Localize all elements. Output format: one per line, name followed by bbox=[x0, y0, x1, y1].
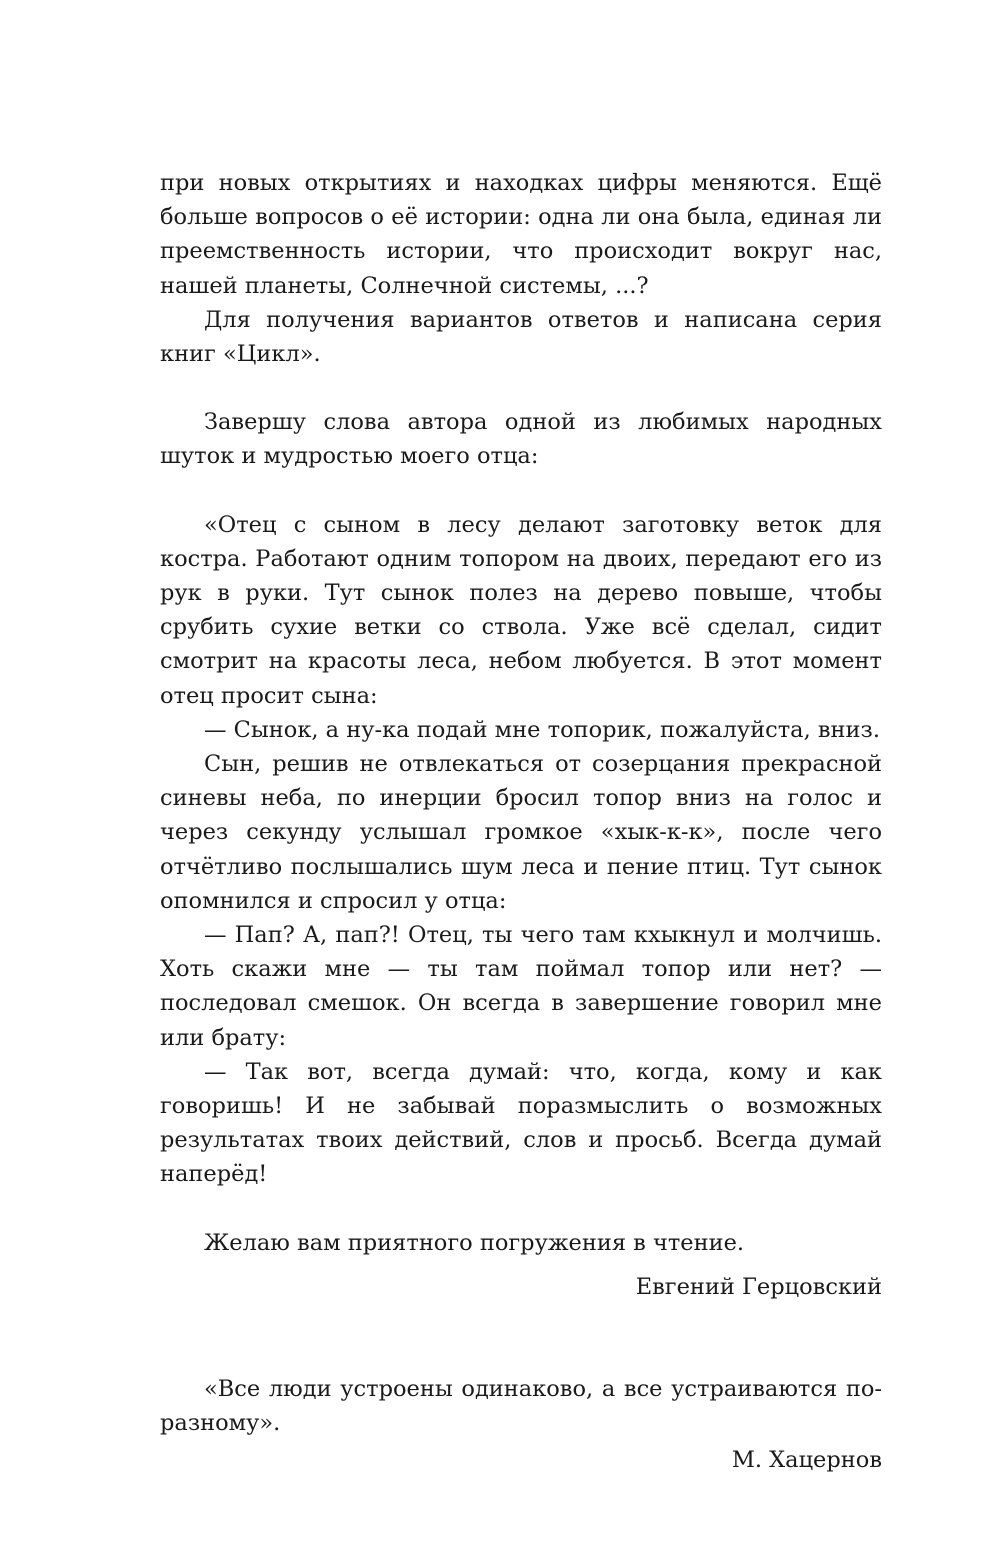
spacer bbox=[160, 371, 882, 405]
paragraph-dialogue: — Пап? А, пап?! Отец, ты чего там кхыкнул и молчишь. Хоть скажи мне — ты там поймал топор или нет? — последовал смешок. Он всегда в завершение говорил мне или брату: bbox=[160, 922, 882, 1051]
spacer bbox=[160, 474, 882, 508]
spacer bbox=[160, 1304, 882, 1372]
paragraph-wish: Желаю вам приятного погружения в чтение. bbox=[204, 1229, 745, 1256]
paragraph-series-intro: Для получения вариантов ответов и написана серия книг «Цикл». bbox=[160, 306, 882, 368]
paragraph-story: «Отец с сыном в лесу делают заготовку веток для костра. Работают одним топором на двоих, передают его из рук в руки. Тут сынок полез на дерево повыше, чтобы срубить сухие ветки со ствола. Уже всё сделал, сидит смотрит на красоты леса, небом любуется. В этот момент отец просит сына: bbox=[160, 511, 882, 709]
book-page bbox=[160, 166, 882, 1477]
paragraph-dialogue: — Сынок, а ну-ка подай мне топорик, пожалуйста, вниз. bbox=[204, 716, 880, 743]
epigraph-author: М. Хацернов bbox=[731, 1446, 882, 1473]
epigraph-quote: «Все люди устроены одинаково, а все устраиваются по-разному». bbox=[160, 1376, 882, 1437]
paragraph-continuation: при новых открытиях и находках цифры меняются. Ещё больше вопросов о её истории: одна ли она была, единая ли преемственность истории, что происходит вокруг нас, нашей планеты, Солнечной системы, ...? bbox=[160, 170, 882, 299]
paragraph-closing-words: Завершу слова автора одной из любимых народных шуток и мудростью моего отца: bbox=[160, 409, 882, 470]
spacer bbox=[160, 1192, 882, 1226]
author-signature: Евгений Герцовский bbox=[635, 1273, 882, 1300]
paragraph-dialogue: — Так вот, всегда думай: что, когда, кому и как говоришь! И не забывай поразмыслить о возможных результатах твоих действий, слов и просьб. Всегда думай наперёд! bbox=[160, 1058, 882, 1188]
paragraph-story: Сын, решив не отвлекаться от созерцания прекрасной синевы неба, по инерции бросил топор вниз на голос и через секунду услышал громкое «хык-к-к», после чего отчётливо послышались шум леса и пение птиц. Тут сынок опомнился и спросил у отца: bbox=[160, 751, 882, 914]
